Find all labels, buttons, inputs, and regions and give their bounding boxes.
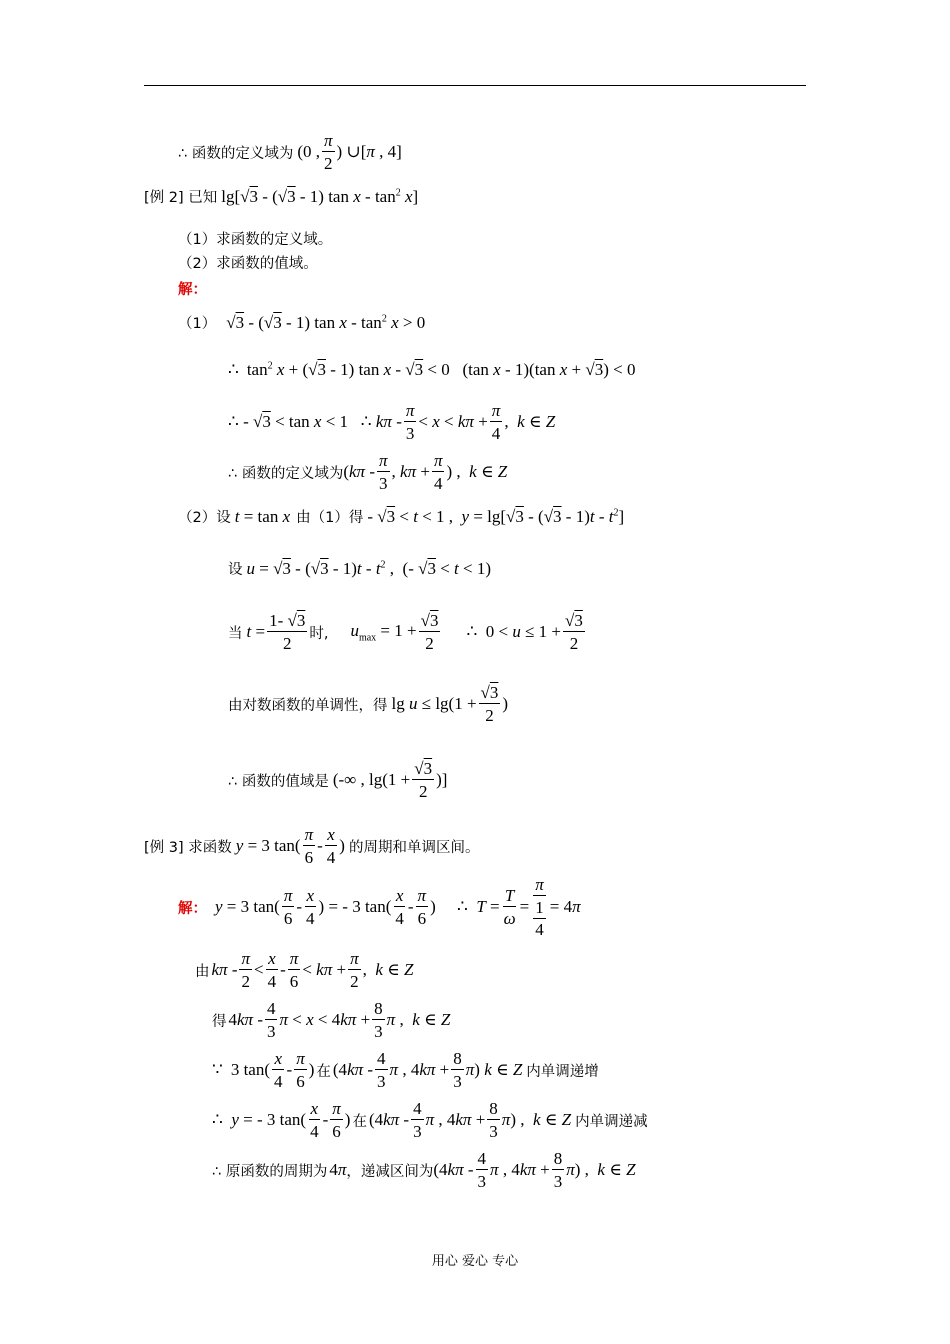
- question-1: （1）求函数的定义域。: [178, 232, 333, 248]
- ex3-solve: 得 4kπ - $\frac{4}{3}$ π < x < 4kπ + $\frac{8}{3}$ π , k ∈ Z: [212, 999, 451, 1041]
- ex3-conclusion: ∴ 原函数的周期为 4π ，递减区间为 (4kπ - $\frac{4}{3}$ π , 4kπ + $\frac{8}{3}$ π) , k ∈ Z: [212, 1149, 636, 1191]
- ex3-increasing: ∵ 3 tan( $\frac{x}{4}$ - $\frac{\pi}{6}$ ) 在 (4kπ - $\frac{4}{3}$ π , 4kπ + $\frac{8}{3}$ π) k ∈ Z 内单调递增: [212, 1049, 599, 1091]
- ex3-ineq: 由 kπ - $\frac{\pi}{2}$ < $\frac{x}{4}$ - $\frac{\pi}{6}$ < kπ + $\frac{\pi}{2}$ , k ∈ Z: [195, 949, 414, 991]
- step-1-domain: ∴ 函数的定义域为 (kπ - $\frac{\pi}{3}$ , kπ + $\frac{\pi}{4}$ ) , k ∈ Z: [228, 451, 508, 493]
- step-1-factor: ∴ $\tan^2 x + (√3 - 1)$ tan x - √3 < 0 (tan x - 1)(tan x + √3) < 0: [228, 360, 636, 379]
- solution-label: 解：: [178, 282, 207, 298]
- ex3-decreasing: ∴ y = - 3 tan( $\frac{x}{4}$ - $\frac{\pi}{6}$ ) 在 (4kπ - $\frac{4}{3}$ π , 4kπ + $\frac{8}{3}$ π) , k ∈ Z 内单调递减: [212, 1099, 648, 1141]
- example2-label: [例 2] 已知: [144, 190, 218, 206]
- domain-line: ∴ 函数的定义域为 (0 , $\frac{\pi}{2}$ ) ∪[π , 4]: [178, 131, 402, 173]
- header-rule: [144, 85, 806, 86]
- step-2-set-t: （2）设 t = tan x 由（1）得 - √3 < t < 1 , $y = \lg[√3 - (√3 - 1)t - t^2]$: [178, 506, 625, 526]
- example3-label: [例 3] 求函数: [144, 839, 232, 856]
- step-2-set-u: 设 $u = √3 - (√3 - 1)t - t^2$ , (- √3 < t < 1): [228, 558, 492, 578]
- step-1-bounds: ∴ - √3 < tan x < 1 ∴ kπ - $\frac{\pi}{3}$ < x < kπ + $\frac{\pi}{4}$ , k ∈ Z: [228, 401, 556, 443]
- step-2-mono: 由对数函数的单调性，得 lg u ≤ lg(1 + $\frac{√3}{2}$ ): [228, 683, 509, 725]
- step-1-ineq: （1） √3 - (√3 - 1) $\tan x - \tan^2 x > 0$: [178, 312, 426, 332]
- domain-text: ∴ 函数的定义域为: [178, 145, 294, 162]
- page-footer: 用心 爱心 专心: [431, 1254, 519, 1269]
- ex3-solution: 解： y = 3 tan( $\frac{\pi}{6}$ - $\frac{x}{4}$ ) = - 3 tan( $\frac{x}{4}$ - $\frac{\pi}{6}$ ) ∴ T = $\frac{T}{\omega}$ = π 1 4 = 4π: [178, 875, 581, 939]
- step-2-range: ∴ 函数的值域是 (-∞ , lg(1 + $\frac{√3}{2}$ )]: [228, 759, 448, 801]
- example3-line: [例 3] 求函数 y = 3 tan( $\frac{\pi}{6}$ - $\frac{x}{4}$ ) 的周期和单调区间。: [144, 825, 480, 867]
- question-2: （2）求函数的值域。: [178, 256, 318, 272]
- step-2-max: 当 t = $\frac{1- √3}{2}$ 时, $u_{max} = 1$ + $\frac{√3}{2}$ ∴ 0 < u ≤ 1 + $\frac{√3}{2}$: [228, 611, 583, 653]
- example2-line: [例 2] 已知 lg[√3 - (√3 - 1) tan x - $\tan^2 x$]: [144, 186, 419, 206]
